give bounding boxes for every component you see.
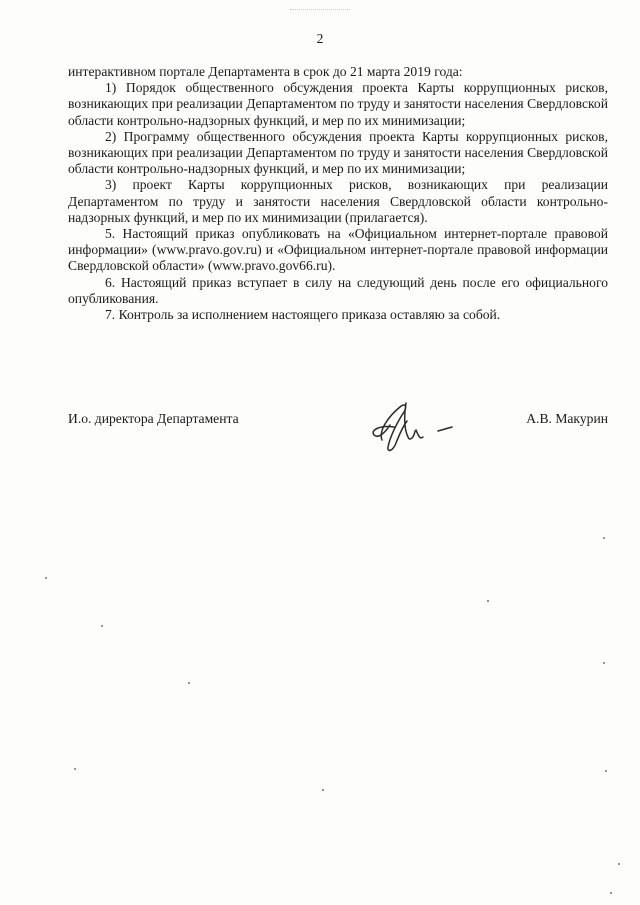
scan-speck [610,892,612,894]
scan-speck [603,537,605,539]
scan-speck [603,662,605,664]
clause-6: 6. Настоящий приказ вступает в силу на следующий день после его официального опубликования. [68,274,608,306]
signer-title: И.о. директора Департамента [68,411,239,426]
list-item-1: 1) Порядок общественного обсуждения проекта Карты коррупционных рисков, возникающих при реализации Департаментом по труду и занятости населения Свердловской области контрольно-надзорных функций, и мер по их минимизации; [68,80,608,128]
scan-speck [618,863,620,865]
scan-speck [605,770,607,772]
document-body [68,64,608,323]
scan-speck [322,789,324,791]
page-number: 2 [316,31,324,46]
scan-speck [188,682,190,684]
scan-speck [487,600,489,602]
scan-speck [45,577,47,579]
clause-5: 5. Настоящий приказ опубликовать на «Официальном интернет-портале правовой информации» (www.pravo.gov.ru) и «Официальном интернет-портале правовой информации Свердловской области» (www.pravo.gov66.ru). [68,226,608,274]
handwritten-signature [360,385,465,460]
faint-header-mark [290,9,350,14]
list-item-3: 3) проект Карты коррупционных рисков, возникающих при реализации Департаментом по труду и занятости населения Свердловской области контрольно-надзорных функций, и мер по их минимизации (прилагается). [68,177,608,225]
paragraph-continuation: интерактивном портале Департамента в срок до 21 марта 2019 года: [68,64,463,79]
scan-speck [101,625,103,627]
signer-name: А.В. Макурин [526,411,608,426]
scan-speck [74,768,76,770]
list-item-2: 2) Программу общественного обсуждения проекта Карты коррупционных рисков, возникающих при реализации Департаментом по труду и занятости населения Свердловской области контрольно-надзорных функций, и мер по их минимизации; [68,128,608,177]
clause-7: 7. Контроль за исполнением настоящего приказа оставляю за собой. [105,307,501,323]
